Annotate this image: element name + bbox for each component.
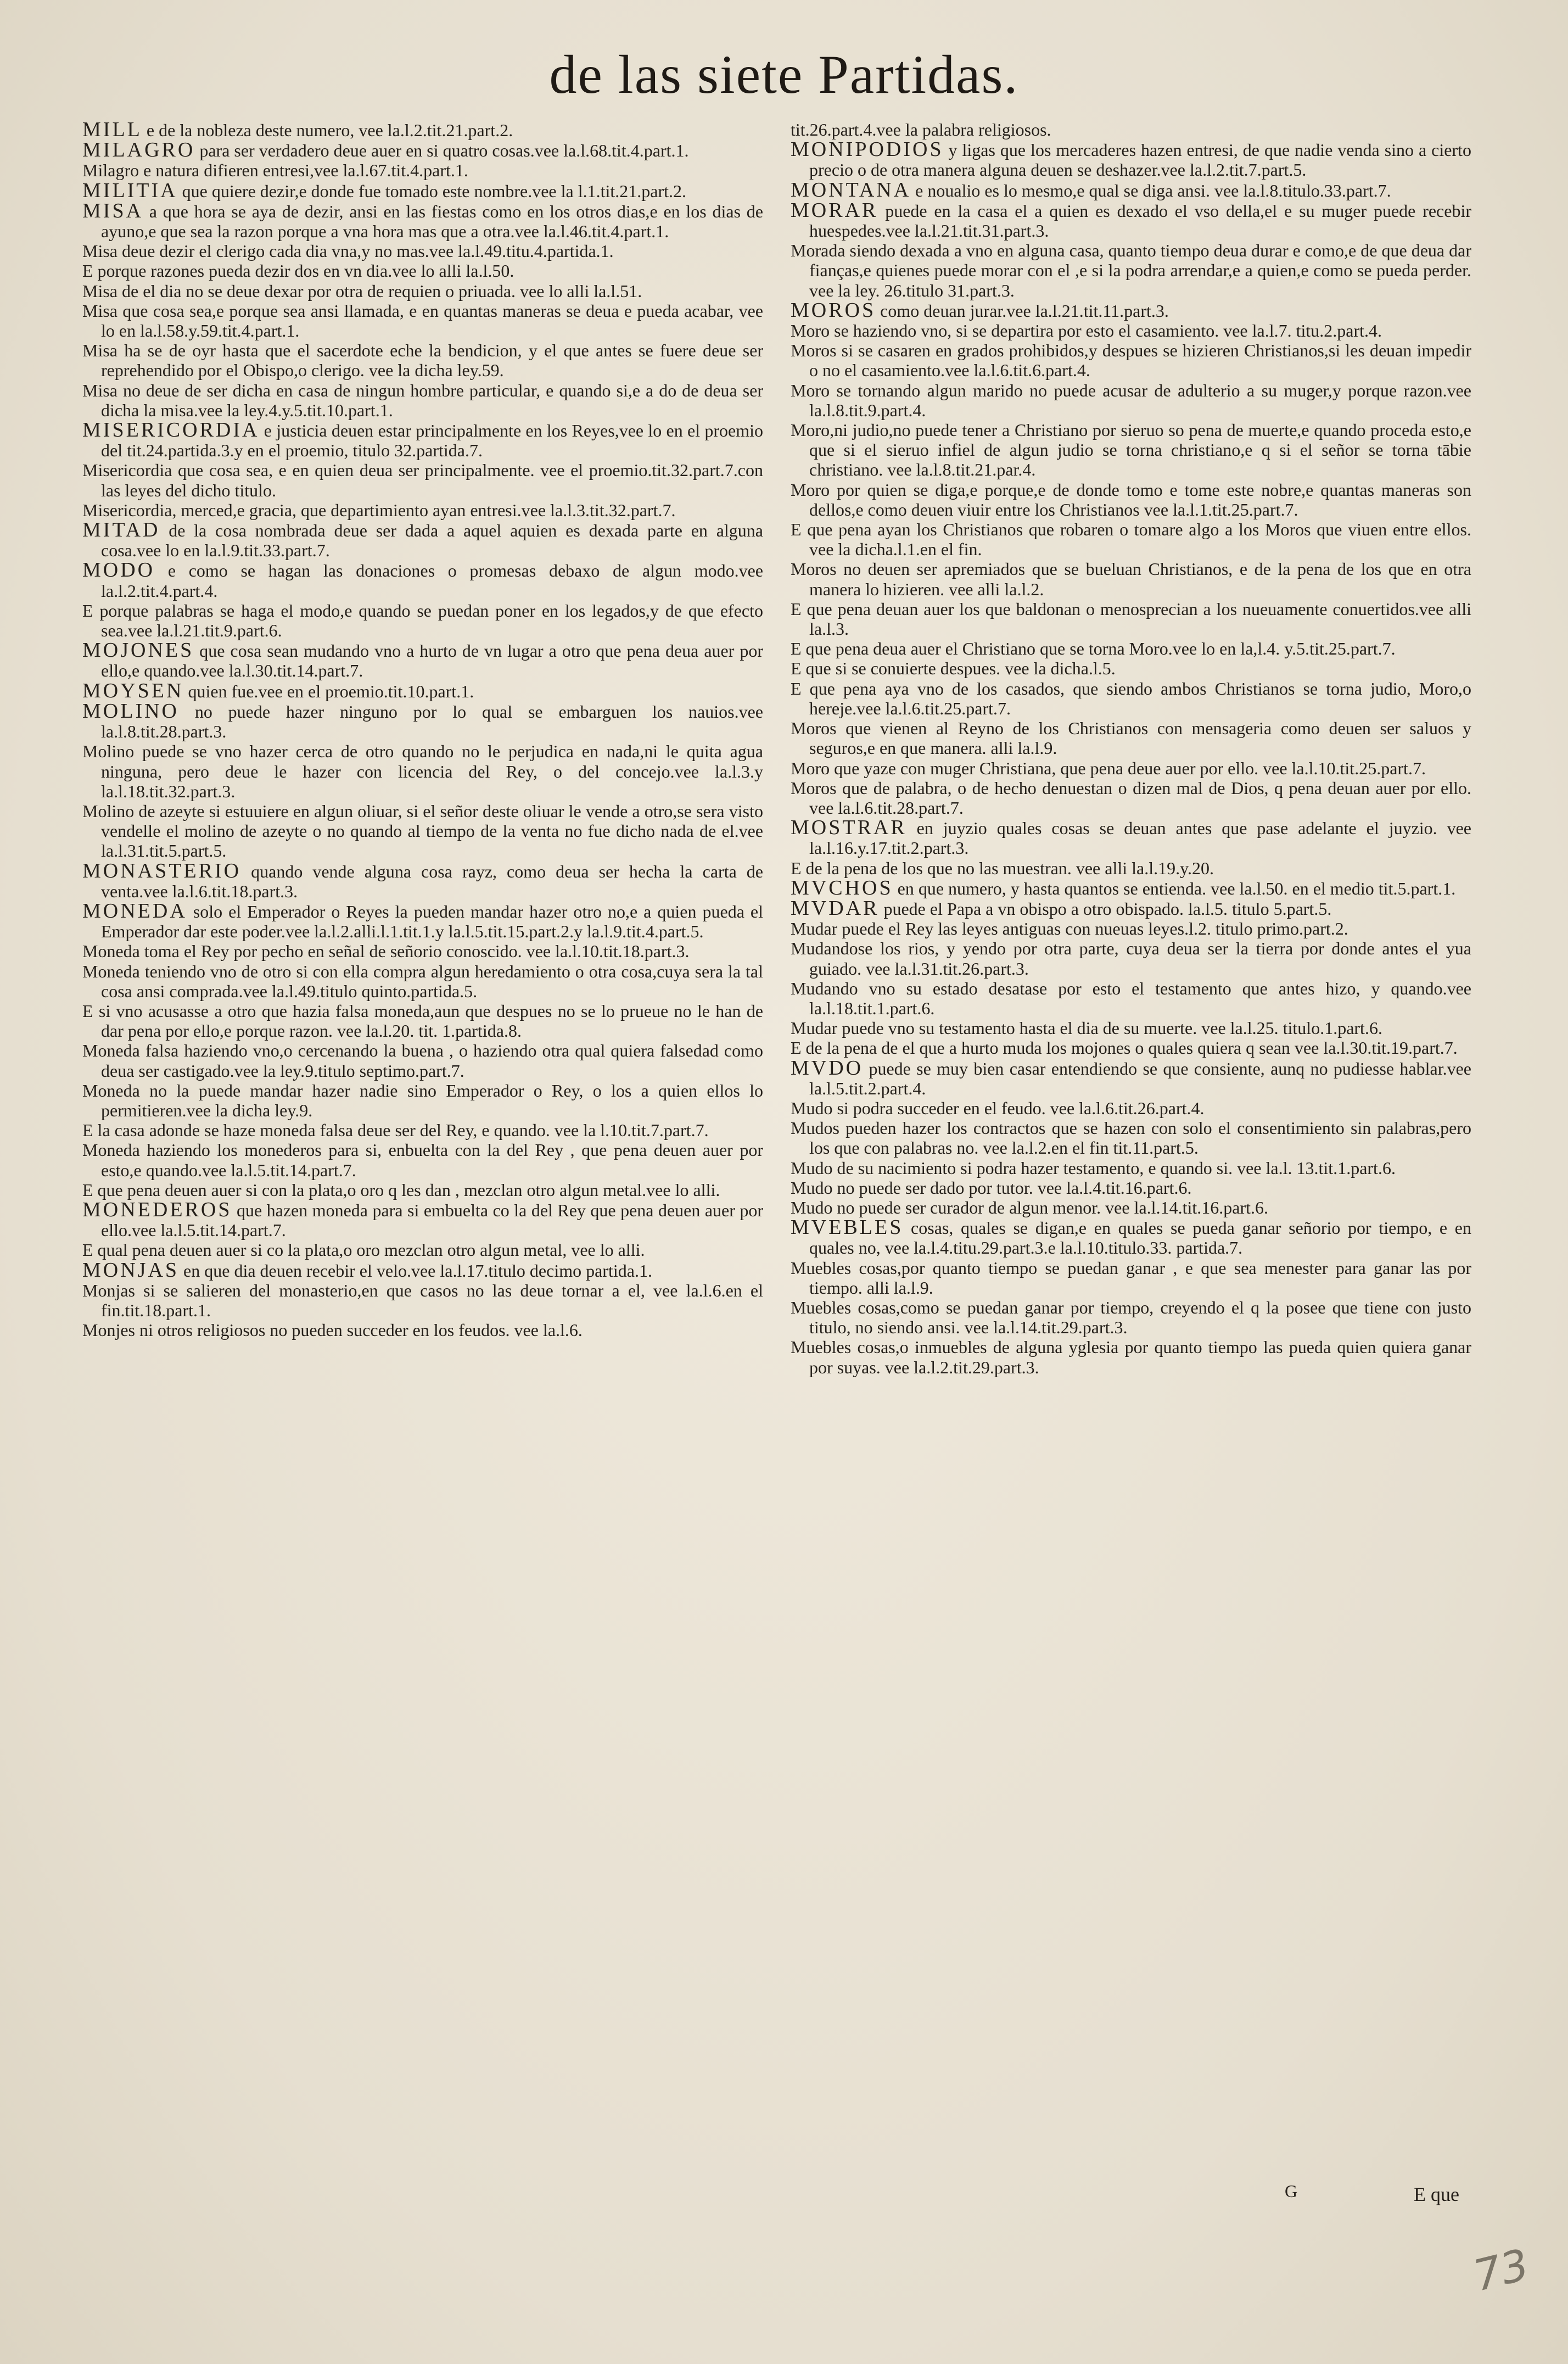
index-entry <box>791 599 1471 639</box>
entry-text: E de la pena de los que no las muestran. vee alli la.l.19.y.20. <box>791 858 1214 878</box>
entry-text: Moneda teniendo vno de otro si con ella compra algun heredamiento o otra cosa,cuya sera la tal cosa ansi comprada.vee la.l.49.titulo quinto.partida.5. <box>82 961 763 1001</box>
entry-text: Moros que vienen al Reyno de los Christianos con mensageria como deuen ser saluos y seguros,e en que manera. alli la.l.9. <box>791 718 1471 758</box>
index-entry <box>791 1298 1471 1337</box>
index-entry <box>82 420 763 460</box>
index-entry <box>82 500 763 520</box>
entry-headword: MOSTRAR <box>791 816 907 840</box>
entry-text: Muebles cosas,o inmuebles de alguna yglesia por quanto tiempo las pueda quien quiera ganar por suyas. vee la.l.2.tit.29.part.3. <box>791 1337 1471 1377</box>
entry-headword: MOLINO <box>82 699 179 723</box>
entry-text: quando vende alguna cosa rayz, como deua ser hecha la carta de venta.vee la.l.6.tit.18.part.3. <box>101 861 764 901</box>
entry-text: de la cosa nombrada deue ser dada a aquel aquien es dexada parte en alguna cosa.vee lo en la.l.9.tit.33.part.7. <box>101 521 764 561</box>
entry-text: en que dia deuen recebir el velo.vee la.l.17.titulo decimo partida.1. <box>183 1260 652 1281</box>
entry-text: e noualio es lo mesmo,e qual se diga ansi. vee la.l.8.titulo.33.part.7. <box>915 180 1391 200</box>
index-entry <box>791 1098 1471 1118</box>
index-entry <box>82 1200 763 1240</box>
entry-text: Muebles cosas,por quanto tiempo se puedan ganar , e que sea menester para ganar las por tiempo. alli la.l.9. <box>791 1258 1471 1298</box>
entry-text: E que pena ayan los Christianos que robaren o tomare algo a los Moros que viuen entre ellos. vee la dicha.l.1.en el fin. <box>791 519 1471 560</box>
entry-headword: MODO <box>82 558 155 582</box>
entry-text: que cosa sean mudando vno a hurto de vn lugar a otro que pena deua auer por ello,e quando.vee la.l.30.tit.14.part.7. <box>101 641 764 681</box>
right-column <box>791 120 1471 1377</box>
entry-text: puede se muy bien casar entendiendo se que consiente, aunq no pudiesse hablar.vee la.l.5.tit.2.part.4. <box>809 1058 1472 1098</box>
entry-headword: MILAGRO <box>82 138 195 162</box>
entry-text: puede en la casa el a quien es dexado el vso della,el e su muger puede recebir huespedes.vee la.l.21.tit.31.part.3. <box>809 200 1472 241</box>
index-entry <box>82 460 763 500</box>
entry-text: solo el Emperador o Reyes la pueden mandar hazer otro no,e a quien pueda el Emperador dar este poder.vee la.l.2.alli.l.1.tit.1.y la.l.5.tit.15.part.2.y la.l.9.tit.4.part.5. <box>101 901 764 942</box>
entry-text: Monjes ni otros religiosos no pueden succeder en los feudos. vee la.l.6. <box>82 1320 583 1340</box>
index-entry <box>82 962 763 1001</box>
entry-text: Moneda no la puede mandar hazer nadie sino Emperador o Rey, o los a quien ellos lo permitieren.vee la dicha ley.9. <box>82 1080 763 1120</box>
entry-text: Moneda toma el Rey por pecho en señal de señorio conoscido. vee la.l.10.tit.18.part.3. <box>82 941 690 962</box>
entry-text: que hazen moneda para si embuelta co la del Rey que pena deuen auer por ello.vee la.l.5.tit.14.part.7. <box>101 1200 764 1240</box>
entry-text: Muebles cosas,como se puedan ganar por tiempo, creyendo el q la posee que tiene con justo titulo, no siendo ansi. vee la.l.14.tit.29.part.3. <box>791 1297 1471 1338</box>
entry-text: en que numero, y hasta quantos se entienda. vee la.l.50. en el medio tit.5.part.1. <box>897 878 1456 898</box>
entry-text: como deuan jurar.vee la.l.21.tit.11.part.3. <box>880 300 1169 321</box>
index-entry <box>82 1281 763 1320</box>
index-entry <box>791 300 1471 321</box>
entry-text: que quiere dezir,e donde fue tomado este nombre.vee la l.1.tit.21.part.2. <box>182 181 687 201</box>
entry-text: Moro que yaze con muger Christiana, que pena deue auer por ello. vee la.l.10.tit.25.part.7. <box>791 758 1426 778</box>
entry-text: E porque razones pueda dezir dos en vn dia.vee lo alli la.l.50. <box>82 261 514 281</box>
running-head: de las siete Partidas. <box>549 44 1019 105</box>
index-entry <box>791 1217 1471 1258</box>
index-entry <box>82 261 763 281</box>
entry-text: Mudando vno su estado desatase por esto el testamento que antes hizo, y quando.vee la.l.18.tit.1.part.6. <box>791 978 1471 1018</box>
entry-text: E que pena aya vno de los casados, que siendo ambos Christianos se torna judio, Moro,o hereje.vee la.l.6.tit.25.part.7. <box>791 678 1471 718</box>
entry-text: Milagro e natura difieren entresi,vee la.l.67.tit.4.part.1. <box>82 160 468 181</box>
index-entry <box>791 519 1471 559</box>
entry-text: quien fue.vee en el proemio.tit.10.part.1. <box>188 681 474 701</box>
index-entry <box>791 241 1471 300</box>
entry-text: Mudo no puede ser curador de algun menor. vee la.l.14.tit.16.part.6. <box>791 1197 1268 1217</box>
entry-text: E que pena deuan auer los que baldonan o menosprecian a los nueuamente conuertidos.vee alli la.l.3. <box>791 599 1471 639</box>
index-entry <box>791 858 1471 878</box>
index-entry <box>791 139 1471 180</box>
entry-text: Misa no deue de ser dicha en casa de ningun hombre particular, e quando si,e a do de deua ser dicha la misa.vee la ley.4.y.5.tit.10.part.1. <box>82 380 763 420</box>
entry-text: Misa que cosa sea,e porque sea ansi llamada, e en quantas maneras se deua e pueda acabar, vee lo en la.l.58.y.59.tit.4.part.1. <box>82 300 763 341</box>
entry-text: E porque palabras se haga el modo,e quando se puedan poner en los legados,y de que efecto sea.vee la.l.21.tit.9.part.6. <box>82 600 763 641</box>
entry-text: Misa ha se de oyr hasta que el sacerdote eche la bendicion, y el que antes se fuere deue ser reprehendido por el Obispo,o clerigo. vee la dicha ley.59. <box>82 340 763 381</box>
entry-text: Mudar puede vno su testamento hasta el dia de su muerte. vee la.l.25. titulo.1.part.6. <box>791 1018 1382 1038</box>
entry-headword: MOJONES <box>82 639 194 662</box>
entry-text: en juyzio quales cosas se deuan antes que pase adelante el juyzio. vee la.l.16.y.17.tit.2.part.3. <box>809 818 1472 858</box>
entry-text: E que si se conuierte despues. vee la dicha.l.5. <box>791 658 1116 679</box>
index-entry <box>791 1158 1471 1178</box>
index-entry <box>82 241 763 261</box>
index-entry <box>82 1041 763 1080</box>
index-entry <box>791 200 1471 241</box>
entry-headword: MONIPODIOS <box>791 138 944 161</box>
entry-text: E si vno acusasse a otro que hazia falsa moneda,aun que despues no se lo prueue no le han de dar pena por ello,e porque razon. vee la.l.20. tit. 1.partida.8. <box>82 1001 763 1041</box>
index-entry <box>791 1018 1471 1038</box>
index-entry <box>82 340 763 380</box>
entry-headword: MVCHOS <box>791 876 893 899</box>
index-entry <box>82 1180 763 1200</box>
entry-text: Moro se tornando algun marido no puede acusar de adulterio a su muger,y porque razon.vee la.l.8.tit.9.part.4. <box>791 380 1471 420</box>
index-entry <box>82 301 763 340</box>
entry-text: E qual pena deuen auer si co la plata,o oro mezclan otro algun metal, vee lo alli. <box>82 1240 645 1260</box>
index-entry <box>791 979 1471 1018</box>
index-entry <box>791 778 1471 818</box>
index-entry <box>791 758 1471 778</box>
entry-headword: MONTANA <box>791 178 911 202</box>
entry-text: Moros que de palabra, o de hecho denuestan o dizen mal de Dios, q pena deuan auer por ello. vee la.l.6.tit.28.part.7. <box>791 778 1471 818</box>
index-entry <box>791 658 1471 678</box>
index-entry <box>791 480 1471 519</box>
index-entry <box>82 1240 763 1260</box>
entry-text: Moro por quien se diga,e porque,e de donde tomo e tome este nobre,e quantas maneras son dellos,e como deuen viuir entre los Christianos vee la.l.1.tit.25.part.7. <box>791 479 1471 519</box>
index-entry <box>791 1198 1471 1217</box>
index-entry <box>82 560 763 600</box>
folio-number: 73 <box>1469 2240 1534 2301</box>
entry-text: Misericordia, merced,e gracia, que departimiento ayan entresi.vee la.l.3.tit.32.part.7. <box>82 500 676 520</box>
index-entry <box>791 679 1471 718</box>
entry-headword: MISA <box>82 199 144 222</box>
index-entry <box>82 178 763 202</box>
entry-text: Mudo no puede ser dado por tutor. vee la.l.4.tit.16.part.6. <box>791 1177 1192 1198</box>
index-entry <box>791 718 1471 758</box>
entry-headword: MVDO <box>791 1056 864 1080</box>
index-entry <box>82 1260 763 1281</box>
index-entry <box>791 818 1471 858</box>
signature-mark: G <box>1285 2181 1298 2201</box>
entry-headword: MONEDA <box>82 899 187 923</box>
index-entry <box>791 1258 1471 1298</box>
entry-headword: MITAD <box>82 518 160 542</box>
entry-text: Moneda falsa haziendo vno,o cercenando la buena , o haziendo otra qual quiera falsedad como deua ser castigado.vee la ley.9.titulo septimo.part.7. <box>82 1041 763 1081</box>
entry-text: cosas, quales se digan,e en quales se pueda ganar señorio por tiempo, e en quales no, vee la.l.4.titu.29.part.3.e la.l.10.titulo.33. partida.7. <box>809 1218 1471 1258</box>
index-entry <box>791 340 1471 380</box>
entry-text: Moros no deuen ser apremiados que se bueluan Christianos, e de la pena de los que en otra manera lo hizieren. vee alli la.l.2. <box>791 559 1471 599</box>
index-entry <box>82 601 763 640</box>
index-entry <box>791 381 1471 420</box>
index-entry <box>82 1140 763 1180</box>
entry-text: E que pena deua auer el Christiano que se torna Moro.vee lo en la,l.4. y.5.tit.25.part.7. <box>791 639 1396 659</box>
entry-text: a que hora se aya de dezir, ansi en las fiestas como en los otros dias,e en los dias de ayuno,e que sea la razon porque a vna hora mas que a otra.vee la.l.46.tit.4.part.1. <box>101 201 764 242</box>
entry-text: Misa deue dezir el clerigo cada dia vna,y no mas.vee la.l.49.titu.4.partida.1. <box>82 241 614 261</box>
entry-text: E que pena deuen auer si con la plata,o oro q les dan , mezclan otro algun metal.vee lo alli. <box>82 1180 720 1200</box>
index-entry <box>791 1178 1471 1198</box>
entry-text: Moros si se casaren en grados prohibidos,y despues se hizieren Christianos,si les deuan impedir o no el casamiento.vee la.l.6.tit.6.part.4. <box>791 340 1471 381</box>
index-entry <box>791 120 1471 139</box>
index-entry <box>82 801 763 861</box>
entry-headword: MISERICORDIA <box>82 418 260 442</box>
index-entry <box>791 1337 1471 1377</box>
entry-text: no puede hazer ninguno por lo qual se embarguen los nauios.vee la.l.8.tit.28.part.3. <box>101 701 763 742</box>
index-entry <box>82 741 763 801</box>
index-entry <box>82 901 763 941</box>
entry-text: para ser verdadero deue auer en si quatro cosas.vee la.l.68.tit.4.part.1. <box>199 141 689 161</box>
entry-headword: MVDAR <box>791 896 880 920</box>
index-entry <box>82 1001 763 1041</box>
entry-text: tit.26.part.4.vee la palabra religiosos. <box>791 120 1051 139</box>
entry-text: Misericordia que cosa sea, e en quien deua ser principalmente. vee el proemio.tit.32.part.7.con las leyes del dicho titulo. <box>82 460 763 500</box>
entry-headword: MONJAS <box>82 1258 180 1282</box>
entry-text: Moro se haziendo vno, si se departira por esto el casamiento. vee la.l.7. titu.2.part.4. <box>791 321 1382 341</box>
index-entry <box>791 180 1471 200</box>
entry-headword: MOROS <box>791 298 876 322</box>
entry-text: Mudo de su nacimiento si podra hazer testamento, e quando si. vee la.l. 13.tit.1.part.6. <box>791 1158 1396 1178</box>
index-entry <box>82 160 763 180</box>
entry-text: Mudos pueden hazer los contractos que se hazen con solo el consentimiento sin palabras,pero los que con palabras no. vee la.l.2.en el fin tit.11.part.5. <box>791 1118 1471 1158</box>
entry-headword: MORAR <box>791 198 878 222</box>
index-entry <box>791 559 1471 599</box>
index-entry <box>791 938 1471 978</box>
entry-text: Moro,ni judio,no puede tener a Christiano por sieruo so pena de muerte,e quando proceda esto,e que si el sieruo infiel de algun judio se torna christiano,e q si el señor se torna tābie christiano. vee la.l.8.tit.21.par.4. <box>791 420 1471 480</box>
entry-text: Molino puede se vno hazer cerca de otro quando no le perjudica en nada,ni le quita agua ninguna, pero deue le hazer con licencia del Rey, o del concejo.vee la.l.3.y la.l.18.tit.32.part.3. <box>82 741 763 801</box>
index-entry <box>82 381 763 420</box>
index-entry <box>82 140 763 160</box>
index-entry <box>82 941 763 961</box>
index-entry <box>82 520 763 560</box>
index-entry <box>82 681 763 701</box>
index-entry <box>82 701 763 741</box>
index-entry <box>82 1120 763 1140</box>
entry-text: e como se hagan las donaciones o promesas debaxo de algun modo.vee la.l.2.tit.4.part.4. <box>101 561 764 601</box>
entry-text: Molino de azeyte si estuuiere en algun oliuar, si el señor deste oliuar le vende a otro,se sera visto vendelle el molino de azeyte o no quando al tiempo de la venta no fue dicho nada de el.vee la.l.31.tit.5.part.5. <box>82 801 763 861</box>
index-entry <box>791 1058 1471 1098</box>
index-entry <box>791 420 1471 480</box>
entry-text: Misa de el dia no se deue dexar por otra de requien o priuada. vee lo alli la.l.51. <box>82 281 642 301</box>
entry-headword: MILL <box>82 118 142 141</box>
index-entry <box>82 861 763 901</box>
entry-text: y ligas que los mercaderes hazen entresi, de que nadie venda sino a cierto precio o de otra manera alguna deuen se deshazer.vee la.l.2.tit.7.part.5. <box>809 140 1472 180</box>
entry-text: e de la nobleza deste numero, vee la.l.2.tit.21.part.2. <box>146 120 513 140</box>
index-entry <box>791 639 1471 658</box>
index-entry <box>791 321 1471 340</box>
index-entry <box>82 1320 763 1340</box>
index-entry <box>82 281 763 301</box>
index-entry <box>82 1081 763 1120</box>
index-entry <box>791 898 1471 919</box>
entry-text: E la casa adonde se haze moneda falsa deue ser del Rey, e quando. vee la l.10.tit.7.part.7. <box>82 1120 709 1141</box>
index-entry <box>791 878 1471 898</box>
entry-text: Mudar puede el Rey las leyes antiguas con nueuas leyes.l.2. titulo primo.part.2. <box>791 919 1348 939</box>
entry-text: Moneda haziendo los monederos para si, enbuelta con la del Rey , que pena deuen auer por esto,e quando.vee la.l.5.tit.14.part.7. <box>82 1140 763 1180</box>
left-column <box>82 120 763 1340</box>
entry-text: puede el Papa a vn obispo a otro obispado. la.l.5. titulo 5.part.5. <box>883 898 1332 919</box>
entry-text: Mudo si podra succeder en el feudo. vee la.l.6.tit.26.part.4. <box>791 1098 1205 1118</box>
entry-text: Monjas si se salieren del monasterio,en que casos no las deue tornar a el, vee la.l.6.en el fin.tit.18.part.1. <box>82 1280 763 1320</box>
entry-headword: MONASTERIO <box>82 859 242 882</box>
entry-headword: MILITIA <box>82 178 178 202</box>
index-entry <box>791 1118 1471 1158</box>
entry-text: e justicia deuen estar principalmente en los Reyes,vee lo en el proemio del tit.24.partida.3.y en el proemio, titulo 32.partida.7. <box>101 421 763 461</box>
index-entry <box>791 1038 1471 1058</box>
catchword: E que <box>1414 2183 1459 2205</box>
index-entry <box>82 201 763 241</box>
index-entry <box>82 640 763 680</box>
entry-headword: MVEBLES <box>791 1216 904 1239</box>
entry-text: Morada siendo dexada a vno en alguna casa, quanto tiempo deua durar e como,e de que deua dar fianças,e quienes puede morar con el ,e si la podra arrendar,e a quien,e como se pueda perder. vee la ley. 26.titulo 31.part.3. <box>791 241 1471 300</box>
entry-headword: MONEDEROS <box>82 1198 232 1221</box>
index-entry <box>82 120 763 140</box>
entry-text: Mudandose los rios, y yendo por otra parte, cuya deua ser la tierra por donde antes el yua guiado. vee la.l.31.tit.26.part.3. <box>791 938 1471 979</box>
entry-text: E de la pena de el que a hurto muda los mojones o quales quiera q sean vee la.l.30.tit.19.part.7. <box>791 1038 1458 1058</box>
index-entry <box>791 919 1471 938</box>
entry-headword: MOYSEN <box>82 679 184 702</box>
